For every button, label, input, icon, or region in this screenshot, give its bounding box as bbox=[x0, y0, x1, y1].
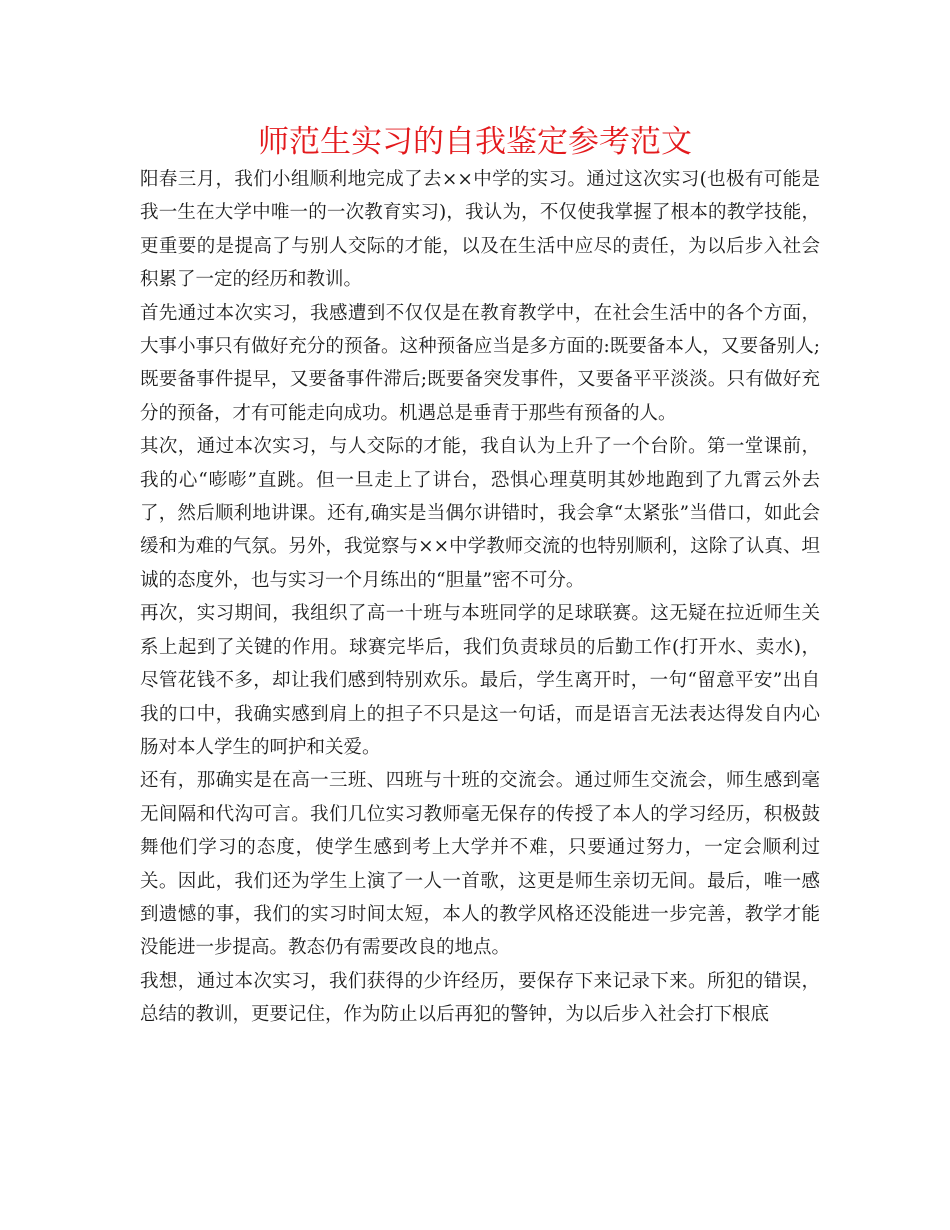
document-title: 师范生实习的自我鉴定参考范文 bbox=[258, 124, 692, 160]
document-body bbox=[140, 163, 820, 1032]
paragraph-preparation: 首先通过本次实习，我感遭到不仅仅是在教育教学中，在社会生活中的各个方面，大事小事只有做好充分的预备。这种预备应当是多方面的:既要备本人，又要备别人;既要备事件提早，又要备事件滞后;既要备突发事件，又要备平平淡淡。只有做好充分的预备，才有可能走向成功。机遇总是垂青于那些有预备的人。 bbox=[140, 302, 820, 424]
paragraph-intro: 阳春三月，我们小组顺利地完成了去××中学的实习。通过这次实习(也极有可能是我一生在大学中唯一的一次教育实习)，我认为，不仅使我掌握了根本的教学技能，更重要的是提高了与别人交际的才能，以及在生活中应尽的责任，为以后步入社会积累了一定的经历和教训。 bbox=[140, 169, 820, 291]
paragraph-conclusion: 我想，通过本次实习，我们获得的少许经历，要保存下来记录下来。所犯的错误，总结的教训，更要记住，作为防止以后再犯的警钟，为以后步入社会打下根底 bbox=[140, 970, 820, 1026]
paragraph-football-match: 再次，实习期间，我组织了高一十班与本班同学的足球联赛。这无疑在拉近师生关系上起到了关键的作用。球赛完毕后，我们负责球员的后勤工作(打开水、卖水)，尽管花钱不多，却让我们感到特别欢乐。最后，学生离开时，一句“留意平安”出自我的口中，我确实感到肩上的担子不只是这一句话，而是语言无法表达得发自内心肠对本人学生的呵护和关爱。 bbox=[140, 603, 820, 758]
paragraph-exchange-meeting: 还有，那确实是在高一三班、四班与十班的交流会。通过师生交流会，师生感到毫无间隔和代沟可言。我们几位实习教师毫无保存的传授了本人的学习经历，积极鼓舞他们学习的态度，使学生感到考上大学并不难，只要通过努力，一定会顺利过关。因此，我们还为学生上演了一人一首歌，这更是师生亲切无间。最后，唯一感到遗憾的事，我们的实习时间太短，本人的教学风格还没能进一步完善，教学才能没能进一步提高。教态仍有需要改良的地点。 bbox=[140, 770, 820, 959]
paragraph-communication: 其次，通过本次实习，与人交际的才能，我自认为上升了一个台阶。第一堂课前，我的心“嘭嘭”直跳。但一旦走上了讲台，恐惧心理莫明其妙地跑到了九霄云外去了，然后顺利地讲课。还有,确实是当偶尔讲错时，我会拿“太紧张”当借口，如此会缓和为难的气氛。另外，我觉察与××中学教师交流的也特别顺利，这除了认真、坦诚的态度外，也与实习一个月练出的“胆量”密不可分。 bbox=[140, 436, 820, 591]
